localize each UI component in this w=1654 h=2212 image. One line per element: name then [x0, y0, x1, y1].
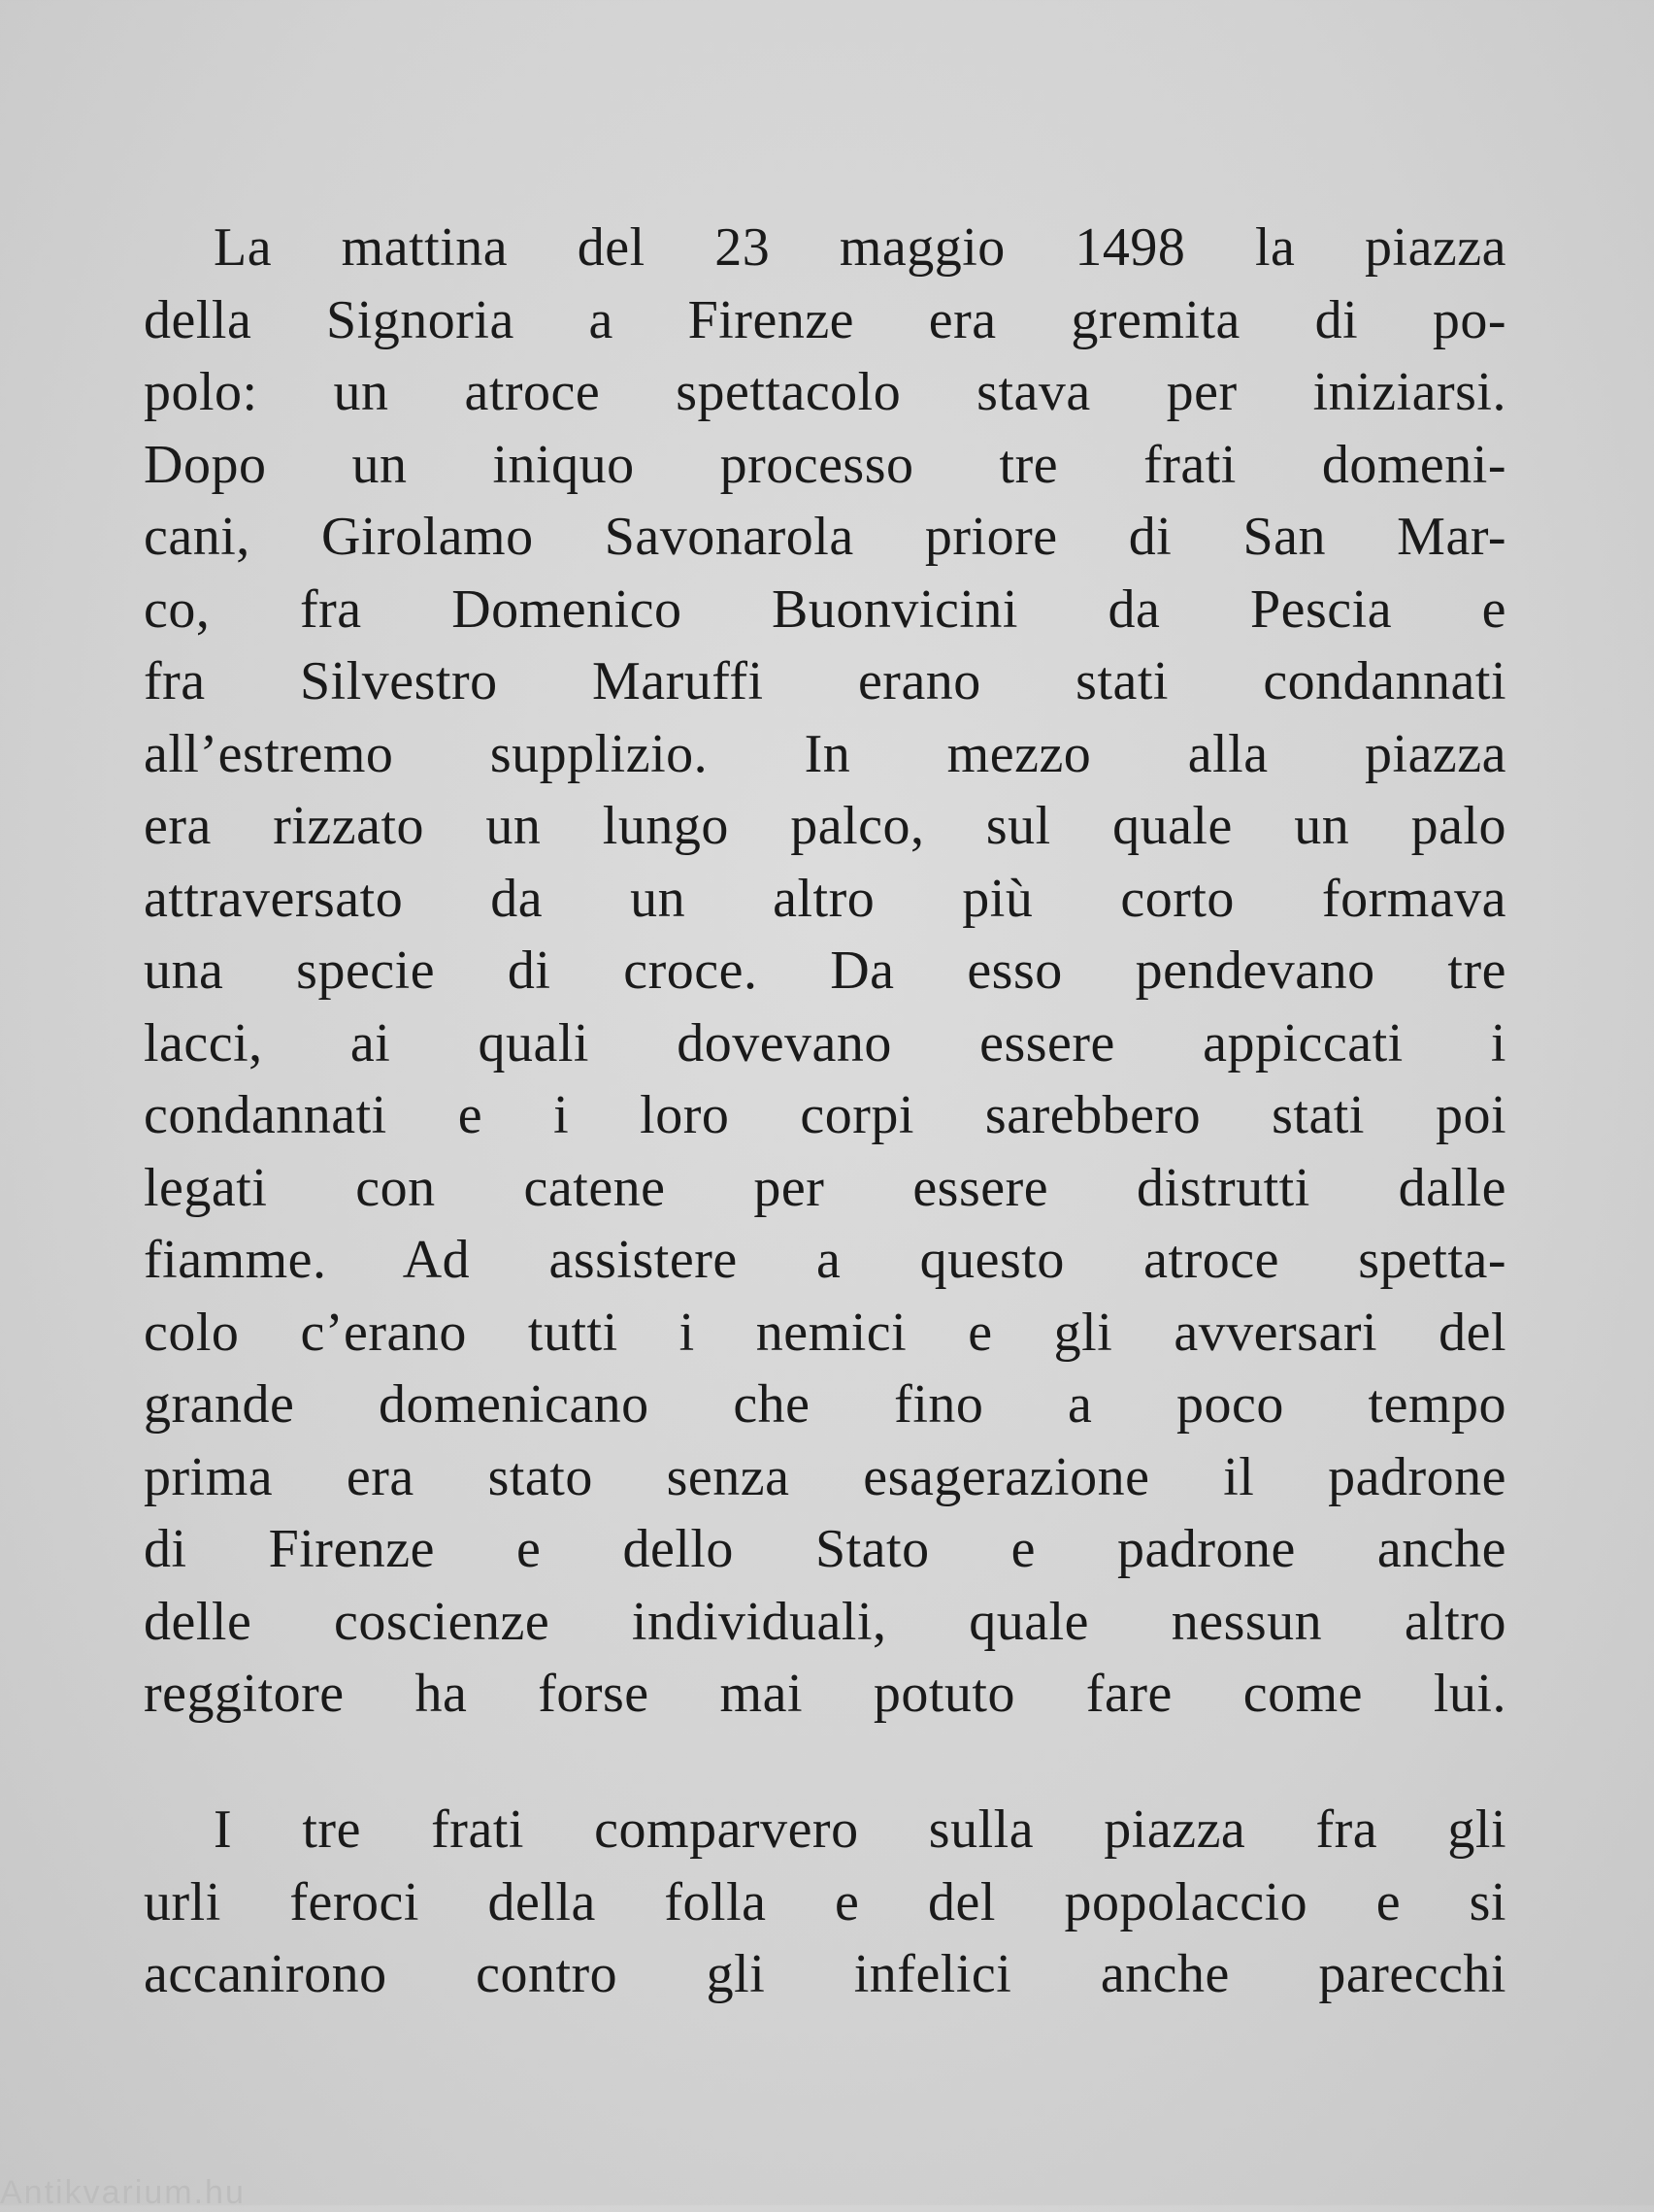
text-line: di Firenze e dello Stato e padrone anche — [144, 1519, 1506, 1579]
text-line: della Signoria a Firenze era gremita di po- — [144, 289, 1506, 350]
text-line: fra Silvestro Maruffi erano stati condannati — [144, 651, 1506, 711]
text-line: era rizzato un lungo palco, sul quale un palo — [144, 796, 1506, 856]
text-line: co, fra Domenico Buonvicini da Pescia e — [144, 578, 1506, 640]
text-line: polo: un atroce spettacolo stava per iniziarsi. — [144, 362, 1506, 422]
text-line: legati con catene per essere distrutti dalle — [144, 1157, 1506, 1218]
paragraph-2 — [144, 1794, 1506, 2011]
paragraph-1 — [144, 212, 1506, 1731]
text-line: fiamme. Ad assistere a questo atroce spetta- — [144, 1230, 1506, 1290]
text-line: prima era stato senza esagerazione il padrone — [144, 1446, 1506, 1507]
text-line: I tre frati comparvero sulla piazza fra gli — [214, 1799, 1506, 1860]
text-line: delle coscienze individuali, quale nessun altro — [144, 1591, 1506, 1652]
text-line: lacci, ai quali dovevano essere appiccati i — [144, 1012, 1506, 1073]
text-line: una specie di croce. Da esso pendevano tre — [144, 941, 1506, 1001]
text-line: all’estremo supplizio. In mezzo alla piazza — [144, 723, 1506, 784]
text-line: cani, Girolamo Savonarola priore di San Mar- — [144, 507, 1506, 567]
text-line: grande domenicano che fino a poco tempo — [144, 1374, 1506, 1435]
text-line: colo c’erano tutti i nemici e gli avversari del — [144, 1302, 1506, 1363]
text-line: attraversato da un altro più corto formava — [144, 868, 1506, 929]
text-line: Dopo un iniquo processo tre frati domeni- — [144, 434, 1506, 495]
text-line: La mattina del 23 maggio 1498 la piazza — [214, 217, 1506, 278]
text-line: condannati e i loro corpi sarebbero stati poi — [144, 1085, 1506, 1145]
watermark: Antikvarium.hu — [0, 2174, 246, 2211]
text-line: accanirono contro gli infelici anche parecchi — [144, 1944, 1506, 2004]
text-line: urli feroci della folla e del popolaccio e si — [144, 1871, 1506, 1932]
text-line: reggitore ha forse mai potuto fare come lui. — [144, 1664, 1506, 1724]
